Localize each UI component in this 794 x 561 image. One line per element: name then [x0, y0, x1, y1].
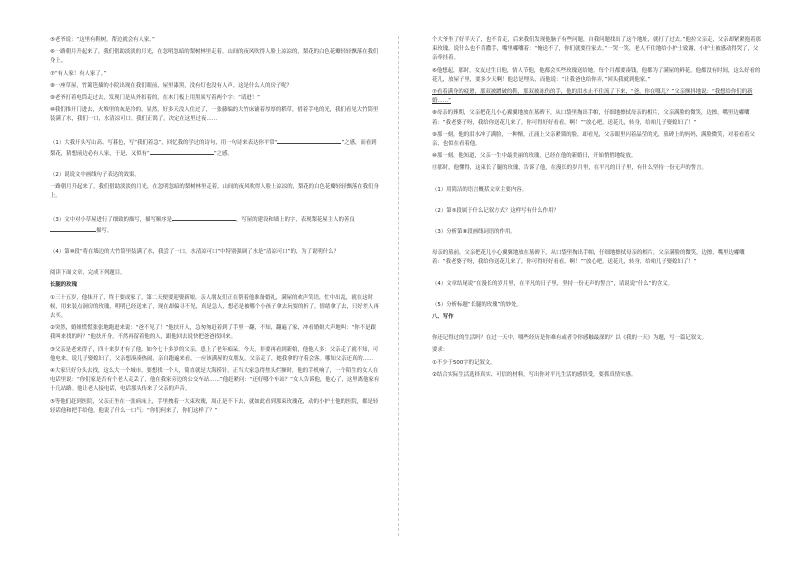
writing-requirement-1: ①不少于500字的记叙文。 [432, 359, 496, 366]
right-column [432, 36, 762, 383]
story-continuation: 个大爷坐了好半天了，也不肯走，后来我们发现他脑子有些问题，自我问题找出了这个地址，就打了过去。”他拉父亲走，父亲却紧紧抱着那束玫瑰，说什么也不肯撒手，嘴里嘟囔着：“俺送不了，你们就要往家去。”一哭一笑，老人不住地给小护士致谢，小护士被感动得哭了，父亲牵挂着。 [432, 37, 761, 62]
story-paragraph-4: ④大家只好分头去找，这么大一个城市，要想找一个人，简直就是大海捞针。正当大家急得焦头烂额时，他的手机响了，一个陌生的女人在电话里说：“你们家是否有个老人走丢了，他在我家旁边的公交车站……”他赶紧问：“还好哪个车站？”女人告诉他，他心了，这里离他家有十几站路。他让老人接电话，电话那头传来了父亲的声音。 [50, 368, 380, 393]
question-3-text-b: ，写屋的建设和墙上的字，表现梨花屋主人的善良 [236, 216, 355, 223]
reading-excerpt: 母亲的墓前，父亲把花儿小心翼翼地放在墓碑下，从口袋里掏出手帕，仔细地擦拭母亲的相片，父亲满脸的微笑，边擦，嘴里边嘟囔着：“我老婆子呀，我给你送花儿来了，你可得好好看看，啊！”“放心吧，送花儿，转身，给咱儿子娶媳妇了！” [432, 250, 745, 266]
answer-blank[interactable] [172, 214, 236, 221]
reading-question-3: （3）分析第⑧段画线词语的作用。 [432, 229, 516, 236]
reading-question-5: （5）分析标题“长腿的玫瑰”的妙处。 [432, 301, 522, 308]
paragraph-10: ⑩我们推开门进去，火堆里的灰是冷的。显然，好多天没人住过了，一张藤编的大竹床铺着厚厚的稻草，借着手电的光，我们看见大竹筒里装满了水，我们一口，水清凉可口。我们正渴了，决定在这里过夜…… [50, 107, 379, 123]
answer-blank[interactable] [150, 148, 214, 155]
story-paragraph-10: ⑩那一刻，他知道，父亲一生中最美丽的玫瑰，已经在他的新婚日，开始悄悄地绽放。 [432, 153, 637, 160]
story-paragraph-2: ②突然，婚姐慌慌张张地跑进来说：“爸不见了！”他扶开人，急匆匆赶着到了手里一翻，不知，翻遍了家，冲看婚姐大声地叫：“你不是跟我叫来找的吗？”他扶开身，不然再留着他的人，跟他回去说快把爸爸找回来。 [50, 325, 376, 341]
reading-question-4: （4）文章结尾说“在漫长的岁月里，在平凡的日子里，坚持一份无声的誓言”，请说说“什么”的含义。 [432, 280, 674, 287]
left-column [50, 36, 380, 419]
question-3-text: （3）文中对小草屋进行了细致的描写，描写顺序是 [50, 216, 173, 223]
reading-instruction: 阅读下面文章，完成下列题目。 [50, 270, 126, 277]
story-paragraph-7: ⑦看着满身的疲惫，那双被蹭破的鞋，那双被冻伤的手，他的泪水止不住流了下来，“爸，你在哪儿？”父亲颤抖地说：“我想给你们的新婚……” [432, 89, 753, 105]
question-2: （2）说说文中画线句子表达的效果。 [50, 172, 140, 179]
question-2-quote: 一路朝月升起来了，我们借助淡淡的月光，在忽明忽暗的梨树林里走着。山间的夜风吹得人脸上凉凉的，梨花的白色花瓣轻轻飘落在我们身上。 [50, 184, 379, 200]
story-paragraph-6: ⑥他想起，那时，女友过生日他，情人节他，他都会买些玫瑰送给她。每个月都要凑钱，他都为了满屋的鲜花，他都没有时间，这么好看的花儿，放屋子里，要多少天啊！他总是埋头，而他说：“让我爸也给你弄，”回头我就到他家。” [432, 67, 761, 83]
paragraph-8: ⑧一座草屋，竹篱笆插的小院出现在我们眼前，屋里漆黑，没有灯也没有人声。这是什么人的房子呢？ [50, 82, 293, 89]
question-1 [50, 137, 380, 159]
story-paragraph-3: ③父亲是老来得子，四十来岁才有了他，如今七十多岁的父亲，患上了老年痴呆。今天，非要再看到新娘，他他人多：父亲走了就不知，可他电来，说儿子娶媳妇了，父亲想凑凑热闹，亲自跑遍来看，一应该满屋的女朋友，父亲走了，她我拿的守着会客。哪知父亲还真的…… [50, 346, 379, 362]
reading-question-2: （2）第⑤段属于什么记叙方式？这样写有什么作用？ [432, 207, 559, 214]
writing-section-title: 八、写作 [432, 314, 454, 321]
question-3 [50, 214, 380, 236]
story-paragraph-11: ⑪那时，他懂得，这束长了腿的玫瑰，告诉了他，在漫长的岁月里，在平凡的日子里，有什么坚持一份无声的誓言。 [432, 165, 707, 172]
question-4: （4）第⑩段“将在墙边的大竹筒里装满了水，我尝了一口，水清凉可口”中特别强调了水是“清凉可口”的，为了说明什么？ [50, 249, 339, 256]
question-1-text-c: ”之感。 [213, 150, 233, 157]
question-1-text-b: ”之感，而看到梨花，猜想前边必有人家，于是，又似有“ [50, 139, 377, 157]
column-divider [398, 36, 399, 536]
reading-question-1: （1）用简洁的语言概括文章主要内容。 [432, 186, 528, 193]
paragraph-7: ⑦“有人家！有人家了。” [50, 70, 107, 77]
answer-blank[interactable] [50, 225, 96, 232]
answer-blank[interactable] [277, 137, 341, 144]
story-paragraph-1: ①三十五岁，他抹开了，终于要成家了，第二天便要迎娶新娘。亲人朋友们正在帮着他准备婚礼，满屋的欢声笑语，忙中出乱，就在这时候，用来装点洞房的玫瑰，明明已经送来了，现在却偏寻不见，真是急人，想必是被哪个小孩子拿去玩耍的折了，情绪拿了去，只好差人再去买。 [50, 294, 379, 320]
writing-prompt: 你还记得过的生活吗？在过一天中，哪些经历是你难有或者令你感触最深的？以《我的一天》为题，写一篇记叙文。 [432, 335, 707, 342]
story-title: 长腿的玫瑰 [50, 282, 77, 289]
story-paragraph-5: ⑤等他们赶到医院，父亲正坐在一张病床上，手里拽着一大束玫瑰，周正是不下去，就如此看到那束玫瑰花，动的小护士他的医院，都是轻轻话他和把手给他，他说了什么一口气：“你们何来了，你们这样了？” [50, 398, 379, 414]
question-3-text-c: 描写。 [96, 227, 113, 234]
story-paragraph-9: ⑨那一刻，他的泪水冲了满脸，一种惭，正涌上父亲紧锁的脸，却看见，父亲眼里闪着晶莹的光，墓碑上的妈妈，满脸微笑，对着看着父亲，也似在看着他。 [432, 131, 755, 148]
paragraph-6: ⑥一路朝月升起来了，我们借助淡淡的月光，在忽明忽暗的梨树林里走着。山间的夜风吹得人脸上凉凉的，梨花的白色花瓣轻轻飘落在我们身上。 [50, 49, 379, 65]
question-1-text: （1）大我开头写山高、写暮色，写“我们着急”，回忆我的学过的诗句，用一句诗来表达你平常“ [50, 139, 278, 146]
paragraph-9: ⑨老爷打着电筒走过去，发现门是从外扣着的，在木门板上用黑炭写着两个字：“请进！” [50, 95, 260, 102]
paragraph-5: ⑤老爷说：“这里有鞋树，帮边就会有人家。” [50, 37, 155, 43]
writing-requirements-title: 要求： [432, 347, 449, 354]
writing-requirement-2: ②结合实际生活选择真实、可信的材料，写出你对平凡生活的感悟受，要抓真情实感。 [432, 371, 637, 378]
story-paragraph-8: ⑧母亲的葬期，父亲把花儿小心翼翼地放在墓碑下，从口袋里掏出手帕，仔细地擦拭母亲的相片，父亲满脸的微笑，边擦，嘴里边嘟囔着：“我老婆子呀，我给你送花儿来了，你可得好好看看，啊！”“放心吧，送花儿，转身，给咱儿子娶媳妇了！” [432, 110, 750, 126]
